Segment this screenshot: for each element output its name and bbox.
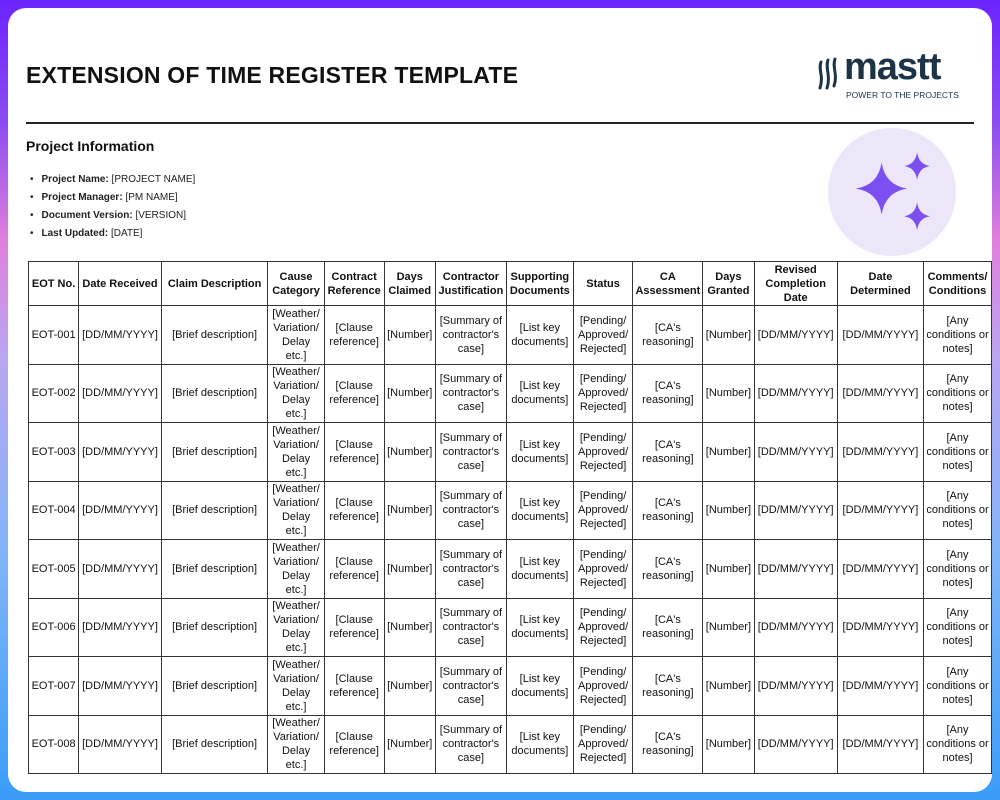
table-cell[interactable]: [CA's reasoning] (633, 598, 703, 657)
column-header: Date Received (79, 262, 162, 306)
table-cell[interactable]: [DD/MM/YYYY] (754, 423, 837, 482)
column-header: EOT No. (29, 262, 79, 306)
table-row (29, 598, 992, 657)
column-header: Cause Category (268, 262, 324, 306)
table-cell[interactable]: [Any conditions or notes] (924, 423, 992, 482)
logo-tagline: POWER TO THE PROJECTS (846, 90, 959, 100)
table-cell[interactable]: [List key documents] (506, 481, 573, 540)
table-cell[interactable]: [Number] (384, 540, 435, 599)
info-label: Document Version: (41, 210, 133, 221)
table-cell[interactable]: [Number] (703, 657, 754, 716)
table-cell[interactable]: [Summary of contractor's case] (435, 598, 506, 657)
table-cell[interactable]: [List key documents] (506, 657, 573, 716)
table-cell[interactable]: [Pending/ Approved/ Rejected] (573, 481, 633, 540)
table-cell[interactable]: [Number] (703, 715, 754, 774)
table-cell[interactable]: [CA's reasoning] (633, 715, 703, 774)
table-cell[interactable]: [DD/MM/YYYY] (754, 598, 837, 657)
table-cell[interactable]: [List key documents] (506, 715, 573, 774)
table-cell[interactable]: [DD/MM/YYYY] (837, 657, 923, 716)
table-cell[interactable]: [Pending/ Approved/ Rejected] (573, 598, 633, 657)
table-cell[interactable]: [Clause reference] (324, 306, 384, 365)
table-cell[interactable]: [Number] (703, 364, 754, 423)
project-info-list (30, 171, 195, 243)
column-header: Claim Description (161, 262, 267, 306)
table-cell[interactable]: [List key documents] (506, 306, 573, 365)
table-cell[interactable]: [Summary of contractor's case] (435, 306, 506, 365)
table-cell[interactable]: [Brief description] (161, 715, 267, 774)
info-value: [PROJECT NAME] (111, 174, 196, 185)
table-cell[interactable]: [Number] (703, 481, 754, 540)
logo-wordmark: mastt (844, 46, 941, 88)
table-cell[interactable]: [Clause reference] (324, 657, 384, 716)
table-cell[interactable]: [Summary of contractor's case] (435, 481, 506, 540)
table-cell[interactable]: [Pending/ Approved/ Rejected] (573, 540, 633, 599)
info-label: Project Manager: (41, 192, 123, 203)
divider (26, 122, 974, 124)
table-row (29, 657, 992, 716)
table-cell[interactable]: [Weather/ Variation/ Delay etc.] (268, 306, 324, 365)
table-cell[interactable]: [DD/MM/YYYY] (837, 306, 923, 365)
table-cell[interactable]: [Brief description] (161, 657, 267, 716)
table-cell[interactable]: EOT-006 (29, 598, 79, 657)
table-cell[interactable]: [Pending/ Approved/ Rejected] (573, 423, 633, 482)
table-cell[interactable]: [CA's reasoning] (633, 306, 703, 365)
table-cell[interactable]: [DD/MM/YYYY] (79, 364, 162, 423)
table-cell[interactable]: [Summary of contractor's case] (435, 715, 506, 774)
table-cell[interactable]: [DD/MM/YYYY] (79, 598, 162, 657)
table-cell[interactable]: [DD/MM/YYYY] (79, 657, 162, 716)
table-cell[interactable]: [Brief description] (161, 540, 267, 599)
table-row (29, 540, 992, 599)
table-cell[interactable]: [Summary of contractor's case] (435, 657, 506, 716)
table-cell[interactable]: [DD/MM/YYYY] (79, 715, 162, 774)
table-cell[interactable]: EOT-004 (29, 481, 79, 540)
table-cell[interactable]: [Any conditions or notes] (924, 364, 992, 423)
table-cell[interactable]: [Any conditions or notes] (924, 657, 992, 716)
table-cell[interactable]: EOT-003 (29, 423, 79, 482)
table-cell[interactable]: [Number] (384, 598, 435, 657)
logo-mark-icon (816, 56, 844, 92)
table-cell[interactable]: [CA's reasoning] (633, 540, 703, 599)
table-cell[interactable]: [Pending/ Approved/ Rejected] (573, 364, 633, 423)
table-cell[interactable]: [Summary of contractor's case] (435, 423, 506, 482)
table-cell[interactable]: [DD/MM/YYYY] (837, 598, 923, 657)
mastt-logo (814, 46, 964, 112)
info-label: Last Updated: (41, 228, 109, 239)
table-cell[interactable]: [DD/MM/YYYY] (754, 540, 837, 599)
table-row (29, 364, 992, 423)
table-cell[interactable]: [Pending/ Approved/ Rejected] (573, 306, 633, 365)
table-row (29, 481, 992, 540)
table-cell[interactable]: [Any conditions or notes] (924, 540, 992, 599)
table-cell[interactable]: [Weather/ Variation/ Delay etc.] (268, 715, 324, 774)
table-cell[interactable]: [Clause reference] (324, 715, 384, 774)
project-info-item (30, 207, 195, 225)
column-header: Comments/ Conditions (924, 262, 992, 306)
table-cell[interactable]: [Clause reference] (324, 364, 384, 423)
table-cell[interactable]: [Number] (384, 715, 435, 774)
table-cell[interactable]: [Clause reference] (324, 423, 384, 482)
table-cell[interactable]: [Number] (703, 598, 754, 657)
table-cell[interactable]: [Number] (384, 657, 435, 716)
column-header: Contractor Justification (435, 262, 506, 306)
table-cell[interactable]: [CA's reasoning] (633, 423, 703, 482)
column-header: CA Assessment (633, 262, 703, 306)
table-row (29, 423, 992, 482)
table-cell[interactable]: [Brief description] (161, 423, 267, 482)
table-cell[interactable]: [DD/MM/YYYY] (754, 715, 837, 774)
table-cell[interactable]: [Weather/ Variation/ Delay etc.] (268, 481, 324, 540)
table-cell[interactable]: [Brief description] (161, 306, 267, 365)
table-cell[interactable]: [Summary of contractor's case] (435, 364, 506, 423)
table-cell[interactable]: [Weather/ Variation/ Delay etc.] (268, 364, 324, 423)
table-cell[interactable]: [Weather/ Variation/ Delay etc.] (268, 598, 324, 657)
document-page (8, 8, 992, 792)
table-header-row (29, 262, 992, 306)
table-cell[interactable]: EOT-007 (29, 657, 79, 716)
table-row (29, 715, 992, 774)
table-cell[interactable]: [DD/MM/YYYY] (837, 364, 923, 423)
table-cell[interactable]: EOT-002 (29, 364, 79, 423)
table-cell[interactable]: [List key documents] (506, 423, 573, 482)
table-cell[interactable]: [DD/MM/YYYY] (79, 306, 162, 365)
table-cell[interactable]: [Brief description] (161, 364, 267, 423)
table-cell[interactable]: [Any conditions or notes] (924, 598, 992, 657)
table-cell[interactable]: [DD/MM/YYYY] (79, 423, 162, 482)
column-header: Date Determined (837, 262, 923, 306)
column-header: Status (573, 262, 633, 306)
table-cell[interactable]: [Brief description] (161, 598, 267, 657)
table-cell[interactable]: EOT-008 (29, 715, 79, 774)
table-cell[interactable]: [DD/MM/YYYY] (754, 481, 837, 540)
table-cell[interactable]: [DD/MM/YYYY] (754, 364, 837, 423)
project-info-item (30, 189, 195, 207)
table-cell[interactable]: [CA's reasoning] (633, 364, 703, 423)
column-header: Supporting Documents (506, 262, 573, 306)
table-cell[interactable]: [Number] (384, 423, 435, 482)
column-header: Days Claimed (384, 262, 435, 306)
table-cell[interactable]: [Number] (384, 364, 435, 423)
table-row (29, 306, 992, 365)
eot-register-table (28, 261, 992, 774)
table-cell[interactable]: [Summary of contractor's case] (435, 540, 506, 599)
table-cell[interactable]: [Weather/ Variation/ Delay etc.] (268, 657, 324, 716)
column-header: Contract Reference (324, 262, 384, 306)
table-cell[interactable]: [Any conditions or notes] (924, 715, 992, 774)
table-cell[interactable]: [DD/MM/YYYY] (837, 423, 923, 482)
table-cell[interactable]: [Weather/ Variation/ Delay etc.] (268, 540, 324, 599)
table-cell[interactable]: [DD/MM/YYYY] (754, 306, 837, 365)
table-cell[interactable]: [Brief description] (161, 481, 267, 540)
ai-sparkle-badge[interactable] (828, 128, 956, 256)
table-cell[interactable]: EOT-001 (29, 306, 79, 365)
table-cell[interactable]: [DD/MM/YYYY] (79, 540, 162, 599)
table-cell[interactable]: [List key documents] (506, 364, 573, 423)
column-header: Days Granted (703, 262, 754, 306)
section-heading: Project Information (26, 138, 155, 154)
table-cell[interactable]: [CA's reasoning] (633, 481, 703, 540)
table-cell[interactable]: [Weather/ Variation/ Delay etc.] (268, 423, 324, 482)
table-cell[interactable]: [Clause reference] (324, 481, 384, 540)
table-cell[interactable]: [Pending/ Approved/ Rejected] (573, 657, 633, 716)
info-label: Project Name: (41, 174, 109, 185)
table-cell[interactable]: [DD/MM/YYYY] (837, 540, 923, 599)
table-cell[interactable]: [CA's reasoning] (633, 657, 703, 716)
table-cell[interactable]: [Any conditions or notes] (924, 481, 992, 540)
table-cell[interactable]: [DD/MM/YYYY] (837, 715, 923, 774)
table-cell[interactable]: [Number] (703, 423, 754, 482)
info-value: [DATE] (110, 228, 143, 239)
info-value: [VERSION] (135, 210, 187, 221)
table-cell[interactable]: [Clause reference] (324, 540, 384, 599)
table-cell[interactable]: [List key documents] (506, 540, 573, 599)
table-cell[interactable]: [Number] (384, 306, 435, 365)
table-cell[interactable]: EOT-005 (29, 540, 79, 599)
table-cell[interactable]: [List key documents] (506, 598, 573, 657)
info-value: [PM NAME] (125, 192, 178, 203)
table-cell[interactable]: [Pending/ Approved/ Rejected] (573, 715, 633, 774)
sparkle-icon (828, 128, 956, 256)
table-cell[interactable]: [Number] (384, 481, 435, 540)
project-info-item (30, 225, 195, 243)
page-title: EXTENSION OF TIME REGISTER TEMPLATE (26, 62, 519, 88)
table-cell[interactable]: [DD/MM/YYYY] (754, 657, 837, 716)
column-header: Revised Completion Date (754, 262, 837, 306)
project-info-item (30, 171, 195, 189)
table-cell[interactable]: [DD/MM/YYYY] (79, 481, 162, 540)
table-cell[interactable]: [DD/MM/YYYY] (837, 481, 923, 540)
table-cell[interactable]: [Clause reference] (324, 598, 384, 657)
table-cell[interactable]: [Number] (703, 306, 754, 365)
table-cell[interactable]: [Number] (703, 540, 754, 599)
table-cell[interactable]: [Any conditions or notes] (924, 306, 992, 365)
